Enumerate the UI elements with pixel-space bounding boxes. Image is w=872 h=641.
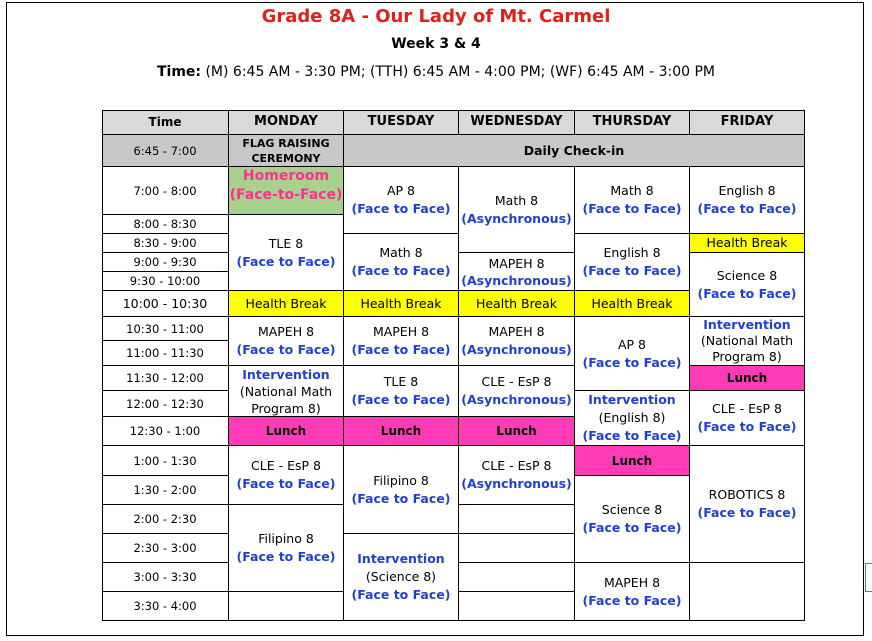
monday-homeroom (229, 167, 344, 215)
class-mode: (Face to Face) (582, 201, 682, 216)
subject-name: Filipino 8 (258, 531, 314, 546)
time-slot: 12:00 - 12:30 (102, 391, 229, 417)
time-slot: 11:00 - 11:30 (102, 341, 229, 366)
class-mode: (Face to Face) (351, 392, 451, 407)
monday-intervention (229, 366, 344, 417)
health-break-label: Health Break (360, 295, 442, 311)
monday-mapeh (229, 317, 344, 366)
wednesday-health-break (459, 291, 575, 317)
time-slot: 3:30 - 4:00 (102, 592, 229, 621)
class-mode: (Face to Face) (351, 342, 451, 357)
wednesday-cle (459, 366, 575, 417)
subject-name: MAPEH 8 (488, 255, 545, 271)
subject-name: TLE 8 (383, 374, 419, 389)
monday-tle (229, 215, 344, 291)
column-header-friday: FRIDAY (690, 110, 805, 135)
friday-intervention (690, 317, 805, 366)
health-break-label: Health Break (245, 295, 327, 311)
monday-cle (229, 446, 344, 505)
thursday-science (575, 476, 690, 563)
subject-name: TLE 8 (268, 235, 304, 251)
flag-raising-label: FLAG RAISING CEREMONY (242, 136, 330, 165)
subject-name: ROBOTICS 8 (708, 487, 786, 502)
daily-checkin-cell (344, 135, 805, 167)
health-break-label: Health Break (706, 235, 788, 250)
intervention-subject: (National Math Program 8) (239, 383, 333, 416)
page-edge-marker (865, 563, 872, 592)
wednesday-empty (459, 563, 575, 592)
time-slot: 2:30 - 3:00 (102, 534, 229, 563)
lunch-label: Lunch (726, 371, 768, 385)
subject-name: Science 8 (601, 502, 663, 517)
tuesday-tle (344, 366, 459, 417)
subject-name: English 8 (603, 245, 661, 260)
column-header-monday: MONDAY (229, 110, 344, 135)
class-mode: (Face to Face) (582, 428, 682, 443)
column-header-time: Time (102, 110, 229, 135)
subject-name: CLE - EsP 8 (481, 458, 552, 473)
thursday-mapeh (575, 563, 690, 621)
intervention-title: Intervention (588, 392, 676, 407)
time-slot: 1:00 - 1:30 (102, 446, 229, 476)
subject-name: English 8 (718, 183, 776, 198)
class-mode: (Face to Face) (582, 354, 682, 370)
friday-english (690, 167, 805, 234)
class-mode: (Face to Face) (582, 263, 682, 278)
wednesday-empty (459, 592, 575, 621)
thursday-intervention (575, 391, 690, 446)
column-header-thursday: THURSDAY (575, 110, 690, 135)
monday-health-break (229, 291, 344, 317)
subject-name: Science 8 (716, 267, 778, 283)
time-slot: 6:45 - 7:00 (102, 135, 229, 167)
class-mode: (Face to Face) (351, 490, 451, 506)
thursday-health-break (575, 291, 690, 317)
thursday-math (575, 167, 690, 234)
wednesday-cle-afternoon (459, 446, 575, 505)
subject-name: MAPEH 8 (372, 324, 430, 339)
tuesday-ap (344, 167, 459, 234)
class-mode: (Face to Face) (236, 342, 336, 357)
monday-empty (229, 592, 344, 621)
wednesday-lunch (459, 417, 575, 446)
intervention-title: Intervention (703, 317, 791, 332)
class-mode: (Face to Face) (697, 201, 797, 216)
time-slot: 10:30 - 11:00 (102, 317, 229, 341)
class-mode: (Asynchronous) (461, 476, 572, 491)
class-mode: (Face to Face) (697, 505, 797, 520)
column-header-tuesday: TUESDAY (344, 110, 459, 135)
time-slot: 9:00 - 9:30 (102, 253, 229, 272)
intervention-title: Intervention (357, 551, 445, 566)
subject-name: CLE - EsP 8 (251, 458, 321, 473)
time-slot: 8:30 - 9:00 (102, 234, 229, 253)
tuesday-lunch (344, 417, 459, 446)
subject-name: Math 8 (379, 245, 423, 260)
class-mode: (Face to Face) (236, 549, 336, 564)
class-mode: (Face to Face) (236, 253, 336, 269)
thursday-lunch (575, 446, 690, 476)
friday-science (690, 253, 805, 317)
thursday-ap (575, 317, 690, 391)
time-slot: 12:30 - 1:00 (102, 417, 229, 446)
class-mode: (Face to Face) (351, 263, 451, 278)
class-mode: (Asynchronous) (461, 342, 572, 357)
intervention-subject: (Science 8) (365, 569, 437, 584)
time-label: Time: (156, 64, 202, 80)
friday-health-break (690, 234, 805, 253)
subject-name: AP 8 (386, 183, 415, 198)
subject-name: Math 8 (494, 192, 539, 208)
lunch-label: Lunch (265, 424, 307, 438)
time-slot: 2:00 - 2:30 (102, 505, 229, 534)
flag-raising-cell (229, 135, 344, 167)
subject-name: AP 8 (617, 336, 646, 352)
intervention-title: Intervention (242, 366, 330, 382)
class-mode: (Asynchronous) (461, 392, 572, 407)
friday-cle (690, 391, 805, 446)
wednesday-mapeh (459, 317, 575, 366)
daily-checkin-label: Daily Check-in (523, 142, 625, 158)
class-mode: (Face to Face) (697, 419, 797, 434)
health-break-label: Health Break (475, 295, 558, 311)
lunch-label: Lunch (496, 424, 537, 438)
monday-lunch (229, 417, 344, 446)
time-slot: 10:00 - 10:30 (102, 291, 229, 317)
subject-name: CLE - EsP 8 (481, 374, 552, 389)
subject-name: Math 8 (610, 183, 654, 198)
time-slot: 11:30 - 12:00 (102, 366, 229, 391)
subject-name: MAPEH 8 (257, 324, 315, 339)
tuesday-mapeh (344, 317, 459, 366)
lunch-label: Lunch (611, 453, 653, 468)
friday-lunch (690, 366, 805, 391)
monday-filipino (229, 505, 344, 592)
page-subtitle: Week 3 & 4 (391, 36, 481, 52)
class-mode: (Face to Face) (236, 476, 336, 491)
subject-name: Filipino 8 (373, 472, 429, 488)
time-slot: 1:30 - 2:00 (102, 476, 229, 505)
page-title: Grade 8A - Our Lady of Mt. Carmel (261, 6, 611, 27)
class-mode: (Face to Face) (697, 285, 797, 301)
time-slot: 3:00 - 3:30 (102, 563, 229, 592)
friday-robotics (690, 446, 805, 563)
class-mode: (Face to Face) (582, 520, 682, 535)
subject-name: MAPEH 8 (603, 574, 661, 590)
lunch-label: Lunch (380, 424, 422, 438)
column-header-wednesday: WEDNESDAY (459, 110, 575, 135)
wednesday-empty (459, 534, 575, 563)
class-mode: (Face to Face) (351, 201, 451, 216)
subject-name: MAPEH 8 (488, 324, 545, 339)
wednesday-math (459, 167, 575, 253)
wednesday-empty (459, 505, 575, 534)
wednesday-mapeh-morning (459, 253, 575, 291)
time-slot: 8:00 - 8:30 (102, 215, 229, 234)
class-mode: (Asynchronous) (461, 272, 572, 288)
subject-name: CLE - EsP 8 (712, 401, 782, 416)
time-slot: 9:30 - 10:00 (102, 272, 229, 291)
thursday-english (575, 234, 690, 291)
intervention-subject: (National Math Program 8) (700, 333, 794, 364)
homeroom-label: Homeroom (Face-to-Face) (229, 168, 343, 203)
class-mode: (Asynchronous) (461, 210, 572, 226)
time-text: (M) 6:45 AM - 3:30 PM; (TTH) 6:45 AM - 4:00 PM; (WF) 6:45 AM - 3:00 PM (201, 64, 716, 80)
class-mode: (Face to Face) (582, 592, 682, 608)
friday-empty (690, 563, 805, 621)
class-mode: (Face to Face) (351, 587, 451, 602)
tuesday-health-break (344, 291, 459, 317)
health-break-label: Health Break (591, 295, 673, 311)
time-slot: 7:00 - 8:00 (102, 167, 229, 215)
tuesday-intervention (344, 534, 459, 621)
intervention-subject: (English 8) (598, 410, 666, 425)
tuesday-filipino (344, 446, 459, 534)
tuesday-math (344, 234, 459, 291)
